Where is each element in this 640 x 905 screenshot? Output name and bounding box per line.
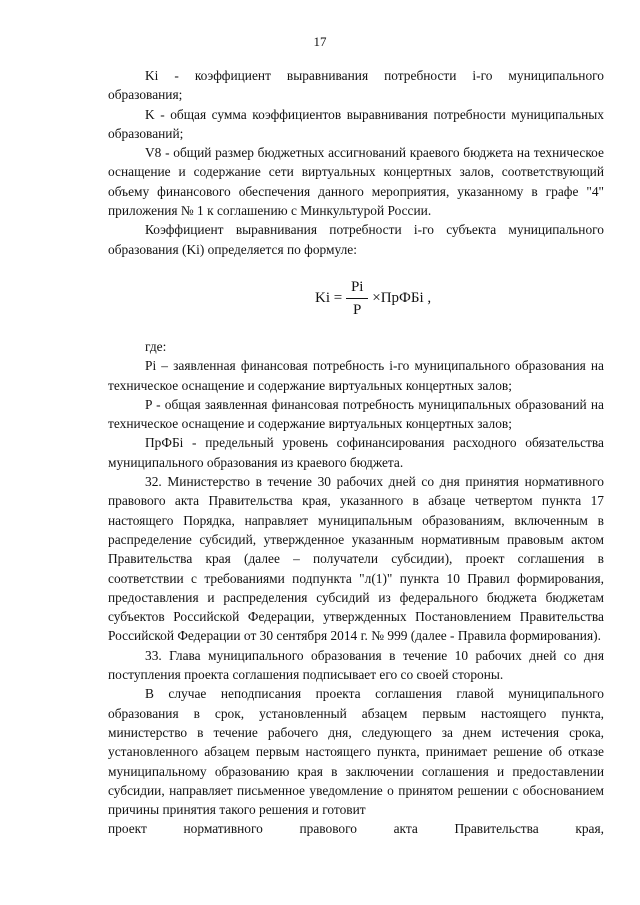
document-body — [108, 66, 604, 839]
page-number: 17 — [313, 34, 327, 49]
formula-lhs: Ki = — [315, 290, 343, 307]
formula-fraction — [346, 277, 368, 320]
where-label: где: — [145, 338, 167, 354]
formula — [108, 267, 604, 331]
definition-prfbi: ПрФБi - предельный уровень софинансирования расходного обязательства муниципального образования из краевого бюджета. — [108, 435, 604, 470]
clause-33-refusal-continued: проект нормативного правового акта Правительства края, — [108, 821, 604, 837]
definition-p: P - общая заявленная финансовая потребность муниципальных образований на техническое оснащение и содержание виртуальных концертных залов; — [108, 396, 604, 432]
formula-rhs: ПрФБi , — [380, 290, 432, 307]
clause-32: 32. Министерство в течение 30 рабочих дней со дня принятия нормативного правового акта Правительства края, указанного в абзаце четвертом пункта 17 настоящего Порядка, направляет муниципальным образованиям, включенным в распределение субсидий, утвержденное указанным нормативным правовым актом Правительства края (далее – получатели субсидии), проект соглашения в соответствии с требованиями подпункта "л(1)" пункта 10 Правил формирования, предоставления и распределения субсидий из федерального бюджета бюджетам субъектов Российской Федерации, утвержденных Постановлением Правительства Российской Федерации от 30 сентября 2014 г. № 999 (далее - Правила формирования). — [108, 474, 604, 644]
formula-intro: Коэффициент выравнивания потребности i-го субъекта муниципального образования (Ki) определяется по формуле: — [108, 222, 604, 257]
formula-numerator: Pi — [350, 278, 364, 295]
definition-pi: Pi – заявленная финансовая потребность i-го муниципального образования на техническое оснащение и содержание виртуальных концертных залов; — [108, 358, 604, 393]
definition-k: K - общая сумма коэффициентов выравнивания потребности муниципальных образований; — [108, 106, 604, 141]
clause-33: 33. Глава муниципального образования в течение 10 рабочих дней со дня поступления проекта соглашения подписывает его со своей стороны. — [108, 647, 604, 683]
definition-v8: V8 - общий размер бюджетных ассигнований краевого бюджета на техническое оснащение и содержание сети виртуальных концертных залов, соответствующий объему финансового обеспечения данного мероприятия, указанному в графе "4" приложения № 1 к соглашению с Минкультурой России. — [108, 145, 604, 219]
formula-denominator: P — [353, 301, 362, 318]
formula-times: × — [372, 290, 381, 307]
clause-33-refusal: В случае неподписания проекта соглашения главой муниципального образования в срок, установленный абзацем первым настоящего пункта, министерство в течение рабочего дня, следующего за днем истечения срока, установленного абзацем первым настоящего пункта, принимает решение об отказе муниципальному образованию края в заключении соглашения и предоставлении субсидии, направляет письменное уведомление о принятом решении с обоснованием причины принятия такого решения и готовит — [108, 686, 604, 818]
definition-ki: Ki - коэффициент выравнивания потребности i-го муниципального образования; — [108, 68, 604, 103]
